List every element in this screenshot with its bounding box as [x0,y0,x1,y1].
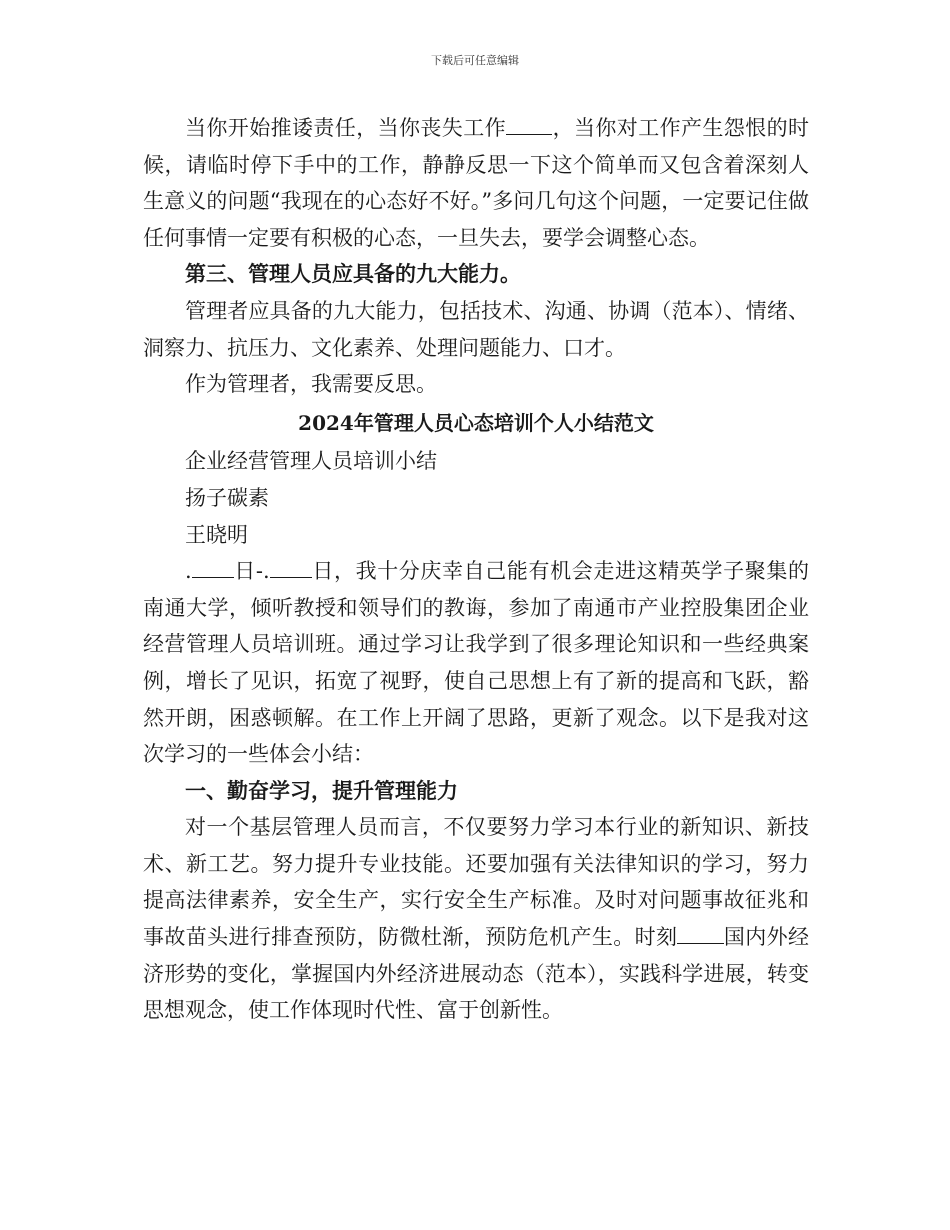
text-segment: 国内外经济形势的变化，掌握国内外经济进展动态（范本），实践科学进展，转变思想观念，使工作体现时代性、富于创新性。 [143,925,810,1023]
fill-blank [506,115,552,135]
heading-first-point: 一、勤奋学习，提升管理能力 [185,777,458,803]
text-segment: 日，我十分庆幸自己能有机会走进这精英学子聚集的南通大学，倾听教授和领导们的教诲，参加了南通市产业控股集团企业经营管理人员培训班。通过学习让我学到了很多理论知识和一些经典案例，增长了见识，拓宽了视野，使自己思想上有了新的提高和飞跃，豁然开朗，困惑顿解。在工作上开阔了思路，更新了观念。以下是我对这次学习的一些体会小结： [143,559,809,767]
document-body [143,110,809,1029]
page-header-note: 下载后可任意编辑 [431,54,519,67]
paragraph-attitude [143,110,809,256]
text-segment: 对一个基层管理人员而言，不仅要努力学习本行业的新知识、新技术、新工艺。努力提升专业技能。还要加强有关法律知识的学习，努力提高法律素养，安全生产，实行安全生产标准。及时对问题事故征兆和事故苗头进行排查预防，防微杜渐，预防危机产生。时刻 [143,815,809,950]
paragraph-nine-abilities: 管理者应具备的九大能力，包括技术、沟通、协调（范本）、情绪、洞察力、抗压力、文化素养、处理问题能力、口才。 [143,298,809,360]
text-segment: 日-. [233,559,270,584]
paragraph-reflection: 作为管理者，我需要反思。 [185,372,437,397]
paragraph-learning [143,809,809,1029]
heading-third-section: 第三、管理人员应具备的九大能力。 [185,261,521,287]
document-title: 2024年管理人员心态培训个人小结范文 [298,410,654,435]
paragraph-intro [143,553,809,773]
fill-blank [677,924,723,944]
text-segment: 当你开始推诿责任，当你丧失工作 [185,116,507,140]
author-name: 王晓明 [185,522,248,547]
fill-blank [192,558,234,578]
fill-blank [270,558,312,578]
company-name: 扬子碳素 [185,485,269,510]
subtitle-training-summary: 企业经营管理人员培训小结 [185,449,437,474]
text-segment: ，当你对工作产生怨恨的时候，请临时停下手中的工作，静静反思一下这个简单而又包含着深刻人生意义的问题“我现在的心态好不好。”多问几句这个问题，一定要记住做任何事情一定要有积极的心态，一旦失去，要学会调整心态。 [143,116,810,250]
text-segment: . [185,559,192,584]
